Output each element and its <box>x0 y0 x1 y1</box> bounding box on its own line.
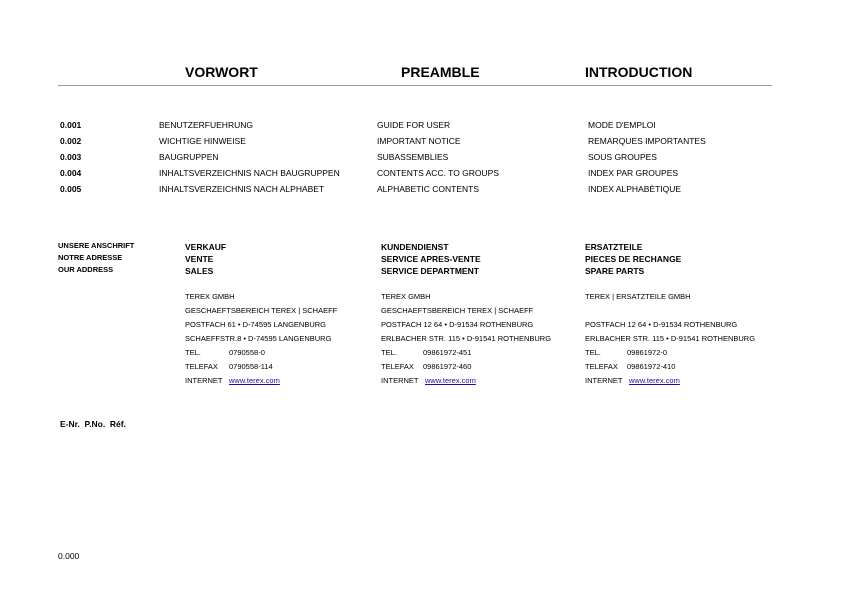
header-divider <box>58 85 772 86</box>
toc-label-de: INHALTSVERZEICHNIS NACH BAUGRUPPEN <box>159 168 340 178</box>
parts-title-fr: PIECES DE RECHANGE <box>585 254 682 264</box>
parts-title-en: SPARE PARTS <box>585 266 645 276</box>
service-internet-label: INTERNET <box>381 376 419 385</box>
reference-number-label: E-Nr. P.No. Réf. <box>60 419 126 429</box>
toc-label-de: BAUGRUPPEN <box>159 152 219 162</box>
address-label-en: OUR ADDRESS <box>58 265 114 274</box>
service-fax: 09861972-460 <box>423 362 472 371</box>
toc-code: 0.005 <box>60 184 82 194</box>
toc-label-en: CONTENTS ACC. TO GROUPS <box>377 168 500 178</box>
parts-street: ERLBACHER STR. 115 • D-91541 ROTHENBURG <box>585 334 756 343</box>
parts-company: TEREX | ERSATZTEILE GMBH <box>585 292 691 301</box>
parts-postbox: POSTFACH 12 64 • D-91534 ROTHENBURG <box>585 320 738 329</box>
service-title-de: KUNDENDIENST <box>381 242 449 252</box>
toc-label-en: SUBASSEMBLIES <box>377 152 449 162</box>
toc-code: 0.003 <box>60 152 82 162</box>
toc-label-de: WICHTIGE HINWEISE <box>159 136 246 146</box>
toc-code: 0.002 <box>60 136 82 146</box>
toc-label-fr: REMARQUES IMPORTANTES <box>588 136 706 146</box>
toc-label-fr: SOUS GROUPES <box>588 152 657 162</box>
heading-introduction: INTRODUCTION <box>585 64 693 80</box>
toc-code: 0.004 <box>60 168 82 178</box>
service-company: TEREX GMBH <box>381 292 431 301</box>
toc-label-en: IMPORTANT NOTICE <box>377 136 461 146</box>
service-website-link[interactable]: www.terex.com <box>425 376 476 385</box>
service-title-en: SERVICE DEPARTMENT <box>381 266 479 276</box>
parts-fax: 09861972-410 <box>627 362 676 371</box>
parts-website-link[interactable]: www.terex.com <box>629 376 680 385</box>
sales-tel: 0790558-0 <box>229 348 265 357</box>
service-postbox: POSTFACH 12 64 • D-91534 ROTHENBURG <box>381 320 534 329</box>
service-street: ERLBACHER STR. 115 • D-91541 ROTHENBURG <box>381 334 552 343</box>
heading-preamble: PREAMBLE <box>401 64 480 80</box>
parts-fax-label: TELEFAX <box>585 362 618 371</box>
service-tel-label: TEL. <box>381 348 397 357</box>
sales-title-en: SALES <box>185 266 214 276</box>
service-tel: 09861972-451 <box>423 348 472 357</box>
sales-company: TEREX GMBH <box>185 292 235 301</box>
sales-title-de: VERKAUF <box>185 242 227 252</box>
toc-label-fr: MODE D'EMPLOI <box>588 120 656 130</box>
sales-division: GESCHAEFTSBEREICH TEREX | SCHAEFF <box>185 306 338 315</box>
address-label-de: UNSERE ANSCHRIFT <box>58 241 135 250</box>
service-fax-label: TELEFAX <box>381 362 414 371</box>
address-label-fr: NOTRE ADRESSE <box>58 253 123 262</box>
sales-title-fr: VENTE <box>185 254 214 264</box>
toc-label-fr: INDEX ALPHABÈTIQUE <box>588 184 682 194</box>
toc-code: 0.001 <box>60 120 82 130</box>
parts-tel: 09861972-0 <box>627 348 668 357</box>
sales-street: SCHAEFFSTR.8 • D-74595 LANGENBURG <box>185 334 332 343</box>
toc-label-fr: INDEX PAR GROUPES <box>588 168 679 178</box>
toc-label-de: BENUTZERFUEHRUNG <box>159 120 253 130</box>
sales-fax-label: TELEFAX <box>185 362 218 371</box>
toc-label-de: INHALTSVERZEICHNIS NACH ALPHABET <box>159 184 325 194</box>
parts-tel-label: TEL. <box>585 348 601 357</box>
sales-internet-label: INTERNET <box>185 376 223 385</box>
sales-tel-label: TEL. <box>185 348 201 357</box>
heading-vorwort: VORWORT <box>185 64 258 80</box>
toc-label-en: GUIDE FOR USER <box>377 120 451 130</box>
sales-fax: 0790558-114 <box>229 362 273 371</box>
sales-website-link[interactable]: www.terex.com <box>229 376 280 385</box>
page-number: 0.000 <box>58 551 80 561</box>
parts-internet-label: INTERNET <box>585 376 623 385</box>
service-division: GESCHAEFTSBEREICH TEREX | SCHAEFF <box>381 306 534 315</box>
toc-label-en: ALPHABETIC CONTENTS <box>377 184 480 194</box>
service-title-fr: SERVICE APRES-VENTE <box>381 254 481 264</box>
parts-title-de: ERSATZTEILE <box>585 242 643 252</box>
sales-postbox: POSTFACH 61 • D-74595 LANGENBURG <box>185 320 327 329</box>
